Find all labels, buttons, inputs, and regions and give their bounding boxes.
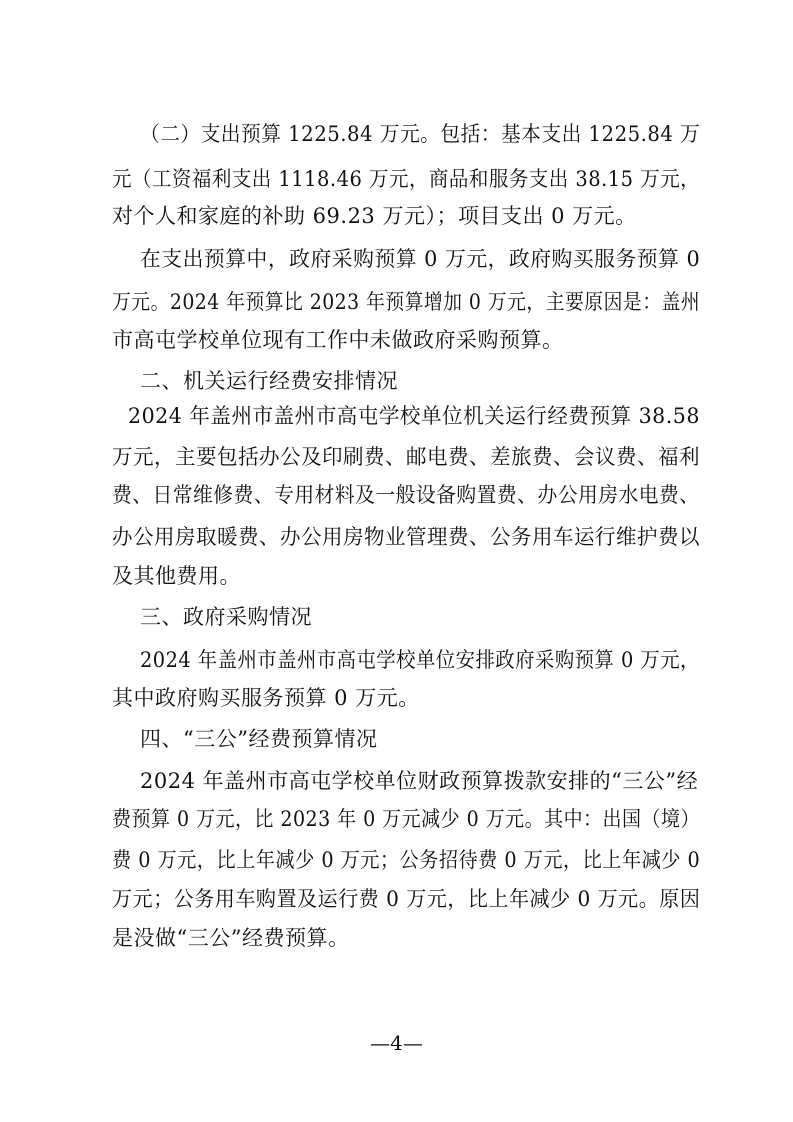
paragraph-line: 2024 年盖州市盖州市高屯学校单位安排政府采购预算 0 万元， xyxy=(140,648,700,672)
paragraph-line: 及其他费用。 xyxy=(112,564,241,588)
section-heading: 三、政府采购情况 xyxy=(140,605,312,629)
paragraph-line: 在支出预算中，政府采购预算 0 万元，政府购买服务预算 0 xyxy=(140,247,701,271)
section-heading: 四、“三公”经费预算情况 xyxy=(140,727,378,751)
paragraph-line: 其中政府购买服务预算 0 万元。 xyxy=(112,686,420,710)
paragraph-line: 市高屯学校单位现有工作中未做政府采购预算。 xyxy=(112,328,564,352)
paragraph-line: 元（工资福利支出 1118.46 万元，商品和服务支出 38.15 万元， xyxy=(112,167,701,191)
paragraph-line: 办公用房取暖费、办公用房物业管理费、公务用车运行维护费以 xyxy=(112,525,700,549)
page-number: —4— xyxy=(370,1031,423,1055)
paragraph-line: （二）支出预算 1225.84 万元。包括：基本支出 1225.84 万 xyxy=(140,122,701,146)
paragraph-line: 费预算 0 万元，比 2023 年 0 万元减少 0 万元。其中：出国（境） xyxy=(112,807,700,831)
section-heading: 二、机关运行经费安排情况 xyxy=(140,369,398,393)
paragraph-line: 费 0 万元，比上年减少 0 万元；公务招待费 0 万元，比上年减少 0 xyxy=(112,848,701,872)
paragraph-line: 对个人和家庭的补助 69.23 万元）；项目支出 0 万元。 xyxy=(112,204,637,228)
paragraph-line: 2024 年盖州市高屯学校单位财政预算拨款安排的“三公”经 xyxy=(140,769,699,793)
paragraph-line: 万元，主要包括办公及印刷费、邮电费、差旅费、会议费、福利 xyxy=(112,445,700,469)
paragraph-line: 2024 年盖州市盖州市高屯学校单位机关运行经费预算 38.58 xyxy=(128,404,700,428)
paragraph-line: 万元。2024 年预算比 2023 年预算增加 0 万元，主要原因是：盖州 xyxy=(112,290,701,314)
paragraph-line: 万元；公务用车购置及运行费 0 万元，比上年减少 0 万元。原因 xyxy=(112,887,701,911)
paragraph-line: 费、日常维修费、专用材料及一般设备购置费、办公用房水电费、 xyxy=(112,483,700,507)
paragraph-line: 是没做“三公”经费预算。 xyxy=(112,926,350,950)
